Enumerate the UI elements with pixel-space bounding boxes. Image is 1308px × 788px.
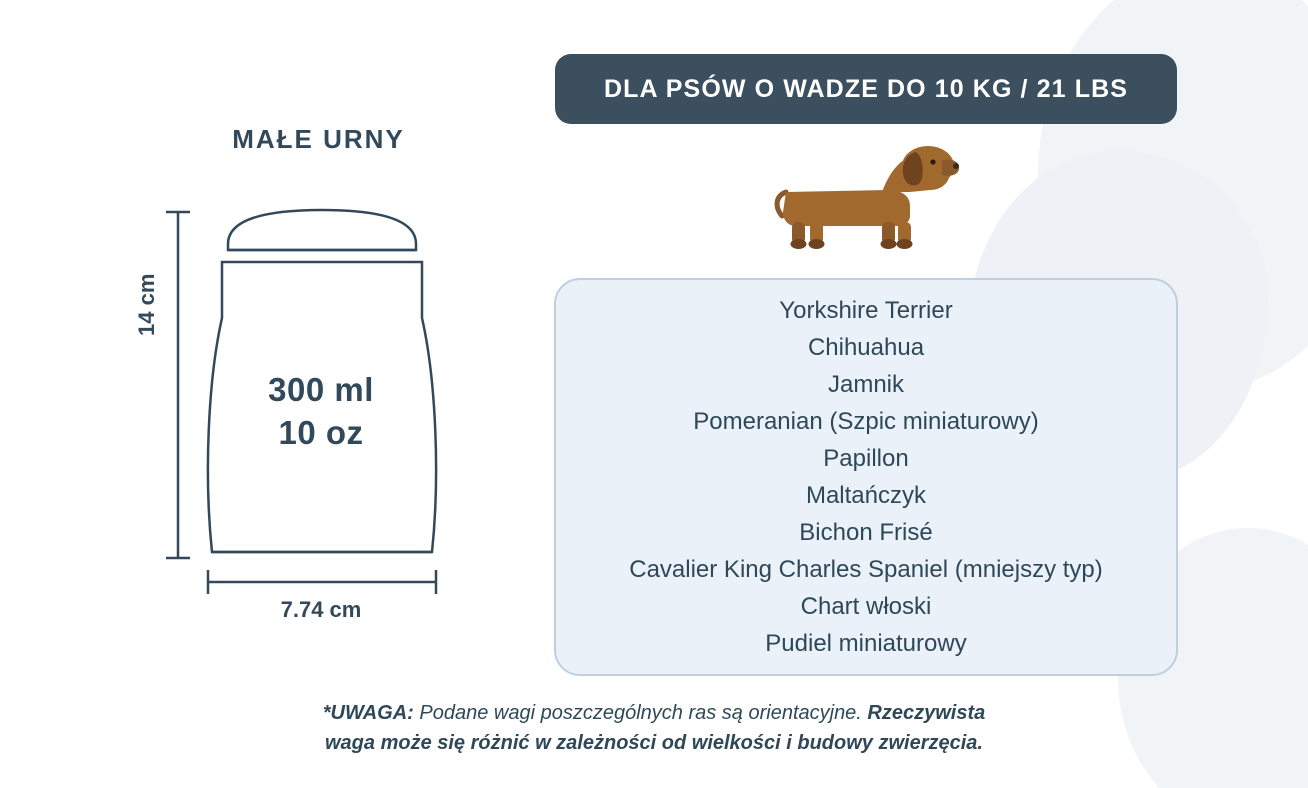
urn-width-label: 7.74 cm bbox=[280, 597, 362, 622]
height-dimension-line bbox=[166, 212, 190, 558]
weight-range-banner bbox=[555, 54, 1177, 124]
urn-lid bbox=[228, 210, 416, 250]
list-item: Yorkshire Terrier bbox=[779, 297, 953, 324]
section-title-small-urns: MAŁE URNY bbox=[232, 124, 405, 154]
list-item: Chart włoski bbox=[800, 593, 932, 620]
list-item: Maltańczyk bbox=[805, 482, 927, 509]
disclaimer-line1: Podane wagi poszczególnych ras są orientacyjne. bbox=[413, 702, 868, 724]
list-item: Chihuahua bbox=[807, 334, 925, 361]
list-item: Bichon Frisé bbox=[799, 519, 933, 546]
urn-height-label: 14 cm bbox=[134, 273, 159, 336]
disclaimer-line2: waga może się różnić w zależności od wielkości i budowy zwierzęcia. bbox=[325, 732, 983, 754]
list-item: Papillon bbox=[823, 445, 909, 472]
list-item: Pomeranian (Szpic miniaturowy) bbox=[693, 408, 1039, 435]
list-item: Cavalier King Charles Spaniel (mniejszy typ) bbox=[629, 556, 1103, 583]
list-item: Jamnik bbox=[827, 371, 905, 398]
disclaimer-emphasis: Rzeczywista bbox=[867, 702, 986, 724]
dachshund-icon bbox=[770, 130, 960, 255]
urn-volume-ml: 300 ml bbox=[268, 371, 374, 408]
weight-range-text: DLA PSÓW O WADZE DO 10 KG / 21 LBS bbox=[603, 74, 1129, 103]
list-item: Pudiel miniaturowy bbox=[765, 630, 967, 657]
urn-volume bbox=[203, 368, 439, 454]
width-dimension-line bbox=[208, 570, 436, 594]
urn-volume-oz: 10 oz bbox=[278, 414, 364, 451]
disclaimer-note bbox=[198, 698, 1110, 758]
disclaimer-prefix: *UWAGA: bbox=[322, 702, 414, 724]
breed-list-box bbox=[554, 278, 1178, 676]
